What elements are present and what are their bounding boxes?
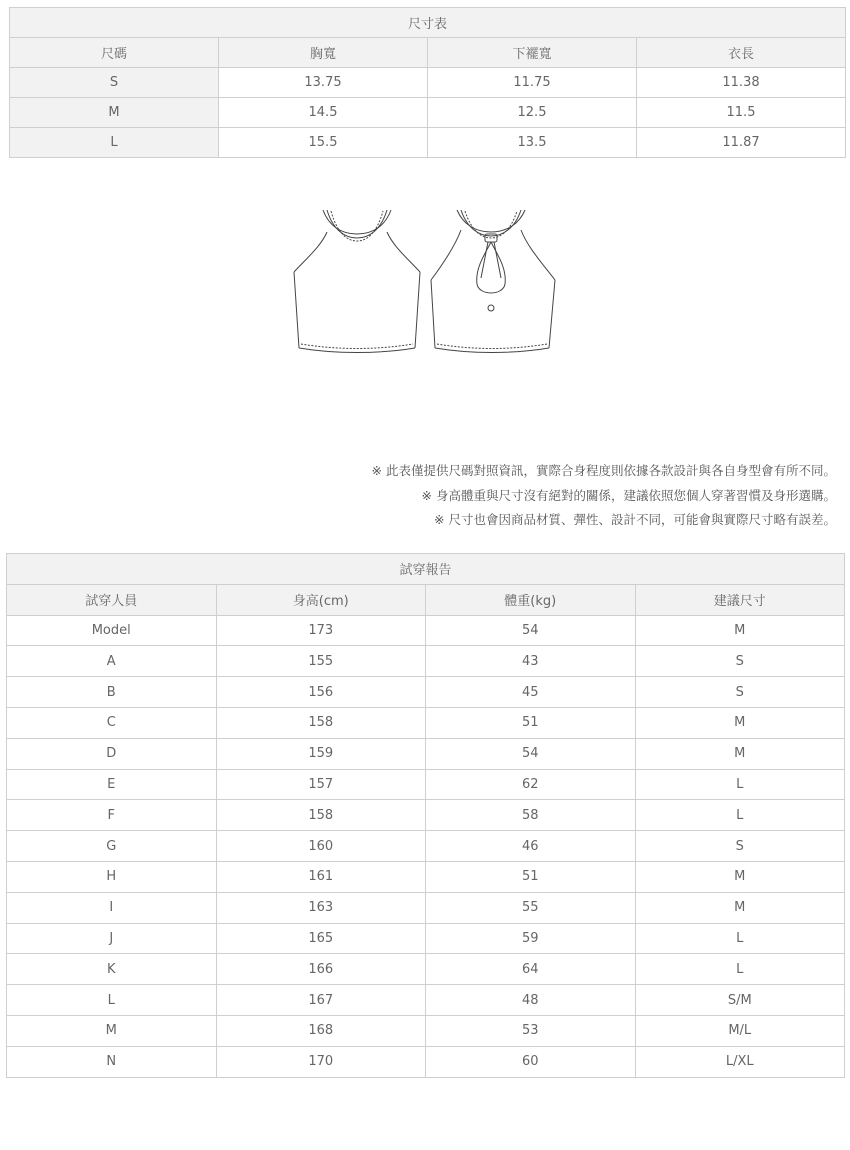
table-cell: 54 [426,738,636,769]
table-cell: 46 [426,831,636,862]
table-row [7,954,845,985]
tester-name-cell: H [7,861,217,892]
header-cell: 衣長 [637,38,846,68]
table-cell: 163 [216,892,426,923]
note-line: ※ 此表僅提供尺碼對照資訊，實際合身程度則依據各款設計與各自身型會有所不同。 [371,463,836,478]
header-cell: 建議尺寸 [635,584,845,615]
table-cell: S [635,646,845,677]
halter-top-back-keyhole-icon [431,210,555,353]
size-notes [372,459,836,533]
table-row [7,985,845,1016]
table-cell: L [635,800,845,831]
table-cell: L [635,954,845,985]
table-row [7,892,845,923]
table-cell: L/XL [635,1046,845,1077]
table-cell: S [635,677,845,708]
size-chart-title-row [10,8,846,38]
table-cell: 11.75 [428,68,637,98]
tester-name-cell: D [7,738,217,769]
size-chart-header-row [10,38,846,68]
table-cell: 158 [216,800,426,831]
table-cell: 170 [216,1046,426,1077]
table-cell: M/L [635,1015,845,1046]
header-cell: 尺碼 [10,38,219,68]
table-row [7,646,845,677]
table-cell: 51 [426,707,636,738]
table-cell: 12.5 [428,98,637,128]
tester-name-cell: Model [7,615,217,646]
table-cell: 13.5 [428,128,637,158]
table-cell: 13.75 [219,68,428,98]
fit-report-title-row [7,554,845,585]
table-cell: 58 [426,800,636,831]
tester-name-cell: A [7,646,217,677]
tester-name-cell: G [7,831,217,862]
table-cell: S [635,831,845,862]
table-cell: 53 [426,1015,636,1046]
table-cell: 62 [426,769,636,800]
tester-name-cell: C [7,707,217,738]
tester-name-cell: K [7,954,217,985]
fit-report-header-row [7,584,845,615]
table-row [10,128,846,158]
table-cell: 156 [216,677,426,708]
table-cell: 43 [426,646,636,677]
table-cell: 64 [426,954,636,985]
table-cell: 157 [216,769,426,800]
garment-illustration [285,198,565,360]
table-row [7,831,845,862]
table-cell: 158 [216,707,426,738]
tester-name-cell: N [7,1046,217,1077]
table-row [7,861,845,892]
table-row [7,615,845,646]
table-cell: 11.38 [637,68,846,98]
table-row [7,677,845,708]
size-label-cell: M [10,98,219,128]
table-cell: M [635,707,845,738]
halter-top-front-icon [294,210,420,353]
table-cell: M [635,615,845,646]
header-cell: 下襬寬 [428,38,637,68]
table-cell: L [635,769,845,800]
table-cell: 173 [216,615,426,646]
table-cell: 165 [216,923,426,954]
header-cell: 試穿人員 [7,584,217,615]
table-cell: 54 [426,615,636,646]
header-cell: 身高(cm) [216,584,426,615]
table-row [7,800,845,831]
table-cell: 59 [426,923,636,954]
table-cell: 11.5 [637,98,846,128]
tester-name-cell: F [7,800,217,831]
table-cell: 167 [216,985,426,1016]
tester-name-cell: B [7,677,217,708]
size-label-cell: L [10,128,219,158]
table-row [10,68,846,98]
table-cell: L [635,923,845,954]
table-row [10,98,846,128]
table-cell: 51 [426,861,636,892]
table-row [7,1046,845,1077]
table-cell: 48 [426,985,636,1016]
size-chart-table [9,7,846,158]
table-cell: 155 [216,646,426,677]
fit-report-title: 試穿報告 [7,554,845,585]
tester-name-cell: I [7,892,217,923]
fit-report-table [6,553,845,1078]
table-cell: 159 [216,738,426,769]
table-cell: M [635,892,845,923]
header-cell: 胸寬 [219,38,428,68]
table-cell: 15.5 [219,128,428,158]
tester-name-cell: L [7,985,217,1016]
table-row [7,738,845,769]
table-row [7,707,845,738]
tester-name-cell: E [7,769,217,800]
table-row [7,1015,845,1046]
table-cell: 160 [216,831,426,862]
table-row [7,923,845,954]
table-cell: S/M [635,985,845,1016]
table-row [7,769,845,800]
table-cell: 45 [426,677,636,708]
table-cell: 11.87 [637,128,846,158]
table-cell: 14.5 [219,98,428,128]
table-cell: M [635,738,845,769]
table-cell: M [635,861,845,892]
table-cell: 168 [216,1015,426,1046]
tester-name-cell: M [7,1015,217,1046]
note-line: ※ 身高體重與尺寸沒有絕對的關係，建議依照您個人穿著習慣及身形選購。 [421,487,836,503]
table-cell: 60 [426,1046,636,1077]
fit-report-body [7,615,845,1077]
size-chart-title: 尺寸表 [10,8,846,38]
size-label-cell: S [10,68,219,98]
table-cell: 166 [216,954,426,985]
table-cell: 55 [426,892,636,923]
header-cell: 體重(kg) [426,584,636,615]
tester-name-cell: J [7,923,217,954]
table-cell: 161 [216,861,426,892]
note-line: ※ 尺寸也會因商品材質、彈性、設計不同，可能會與實際尺寸略有誤差。 [434,512,836,527]
